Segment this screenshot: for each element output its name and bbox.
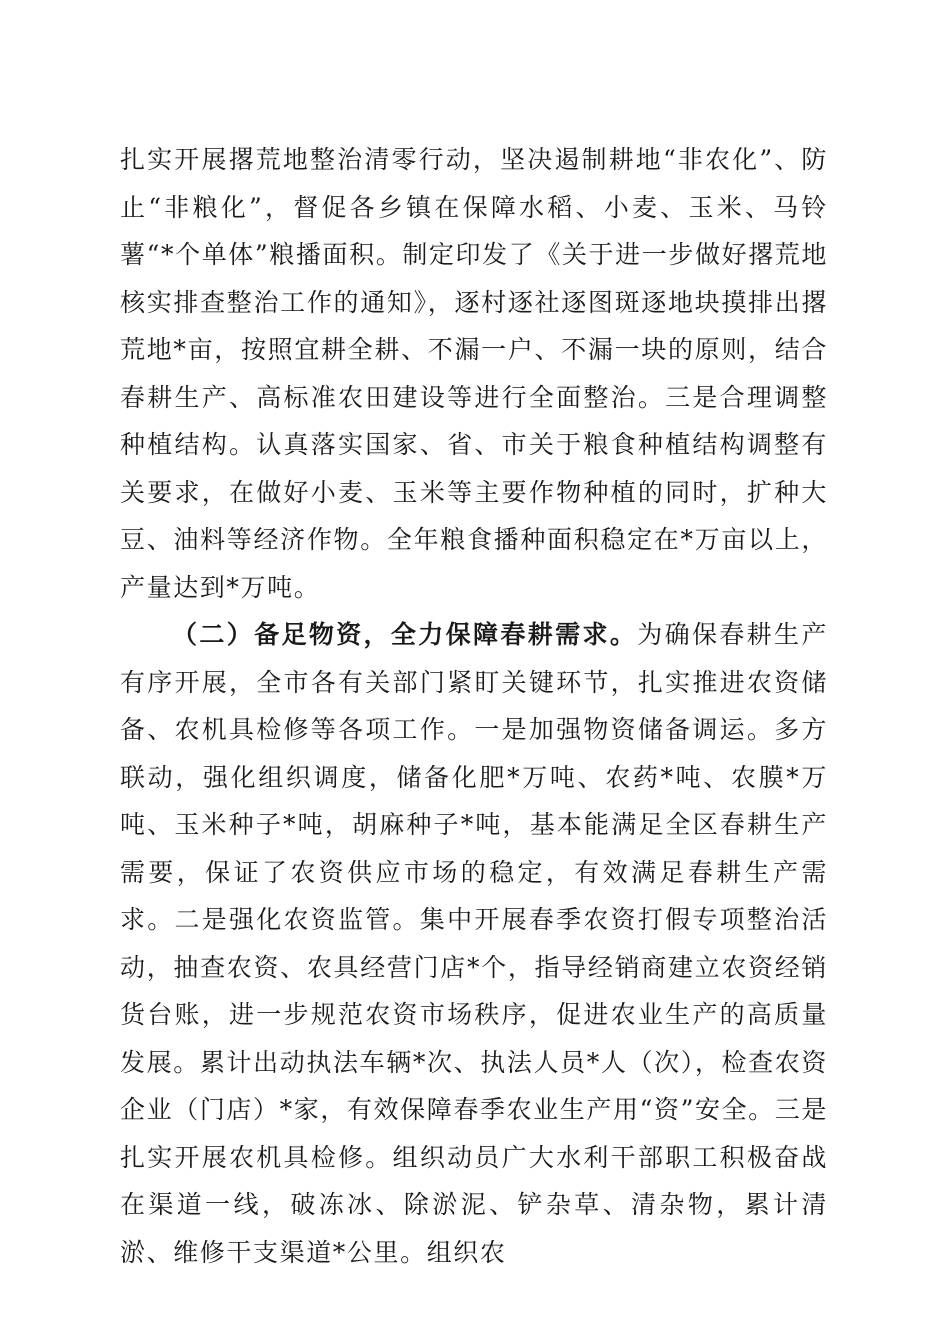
- document-body: [120, 136, 828, 1276]
- paragraph-continuation: [120, 136, 828, 611]
- paragraph-section-two: [120, 611, 828, 1276]
- paragraph-1-text: 扎实开展撂荒地整治清零行动，坚决遏制耕地“非农化”、防止“非粮化”，督促各乡镇在保障水稻、小麦、玉米、马铃薯“*个单体”粮播面积。制定印发了《关于进一步做好撂荒地核实排查整治工作的通知》，逐村逐社逐图斑逐地块摸排出撂荒地*亩，按照宜耕全耕、不漏一户、不漏一块的原则，结合春耕生产、高标准农田建设等进行全面整治。三是合理调整种植结构。认真落实国家、省、市关于粮食种植结构调整有关要求，在做好小麦、玉米等主要作物种植的同时，扩种大豆、油料等经济作物。全年粮食播种面积稳定在*万亩以上，产量达到*万吨。: [120, 145, 828, 602]
- section-two-body: 为确保春耕生产有序开展，全市各有关部门紧盯关键环节，扎实推进农资储备、农机具检修等各项工作。一是加强物资储备调运。多方联动，强化组织调度，储备化肥*万吨、农药*吨、农膜*万吨、玉米种子*吨，胡麻种子*吨，基本能满足全区春耕生产需要，保证了农资供应市场的稳定，有效满足春耕生产需求。二是强化农资监管。集中开展春季农资打假专项整治活动，抽查农资、农具经营门店*个，指导经销商建立农资经销货台账，进一步规范农资市场秩序，促进农业生产的高质量发展。累计出动执法车辆*次、执法人员*人（次），检查农资企业（门店）*家，有效保障春季农业生产用“资”安全。三是扎实开展农机具检修。组织动员广大水利干部职工积极奋战在渠道一线，破冻冰、除淤泥、铲杂草、清杂物，累计清淤、维修干支渠道*公里。组织农: [120, 620, 829, 1267]
- section-two-heading: （二）备足物资，全力保障春耕需求。: [172, 620, 638, 649]
